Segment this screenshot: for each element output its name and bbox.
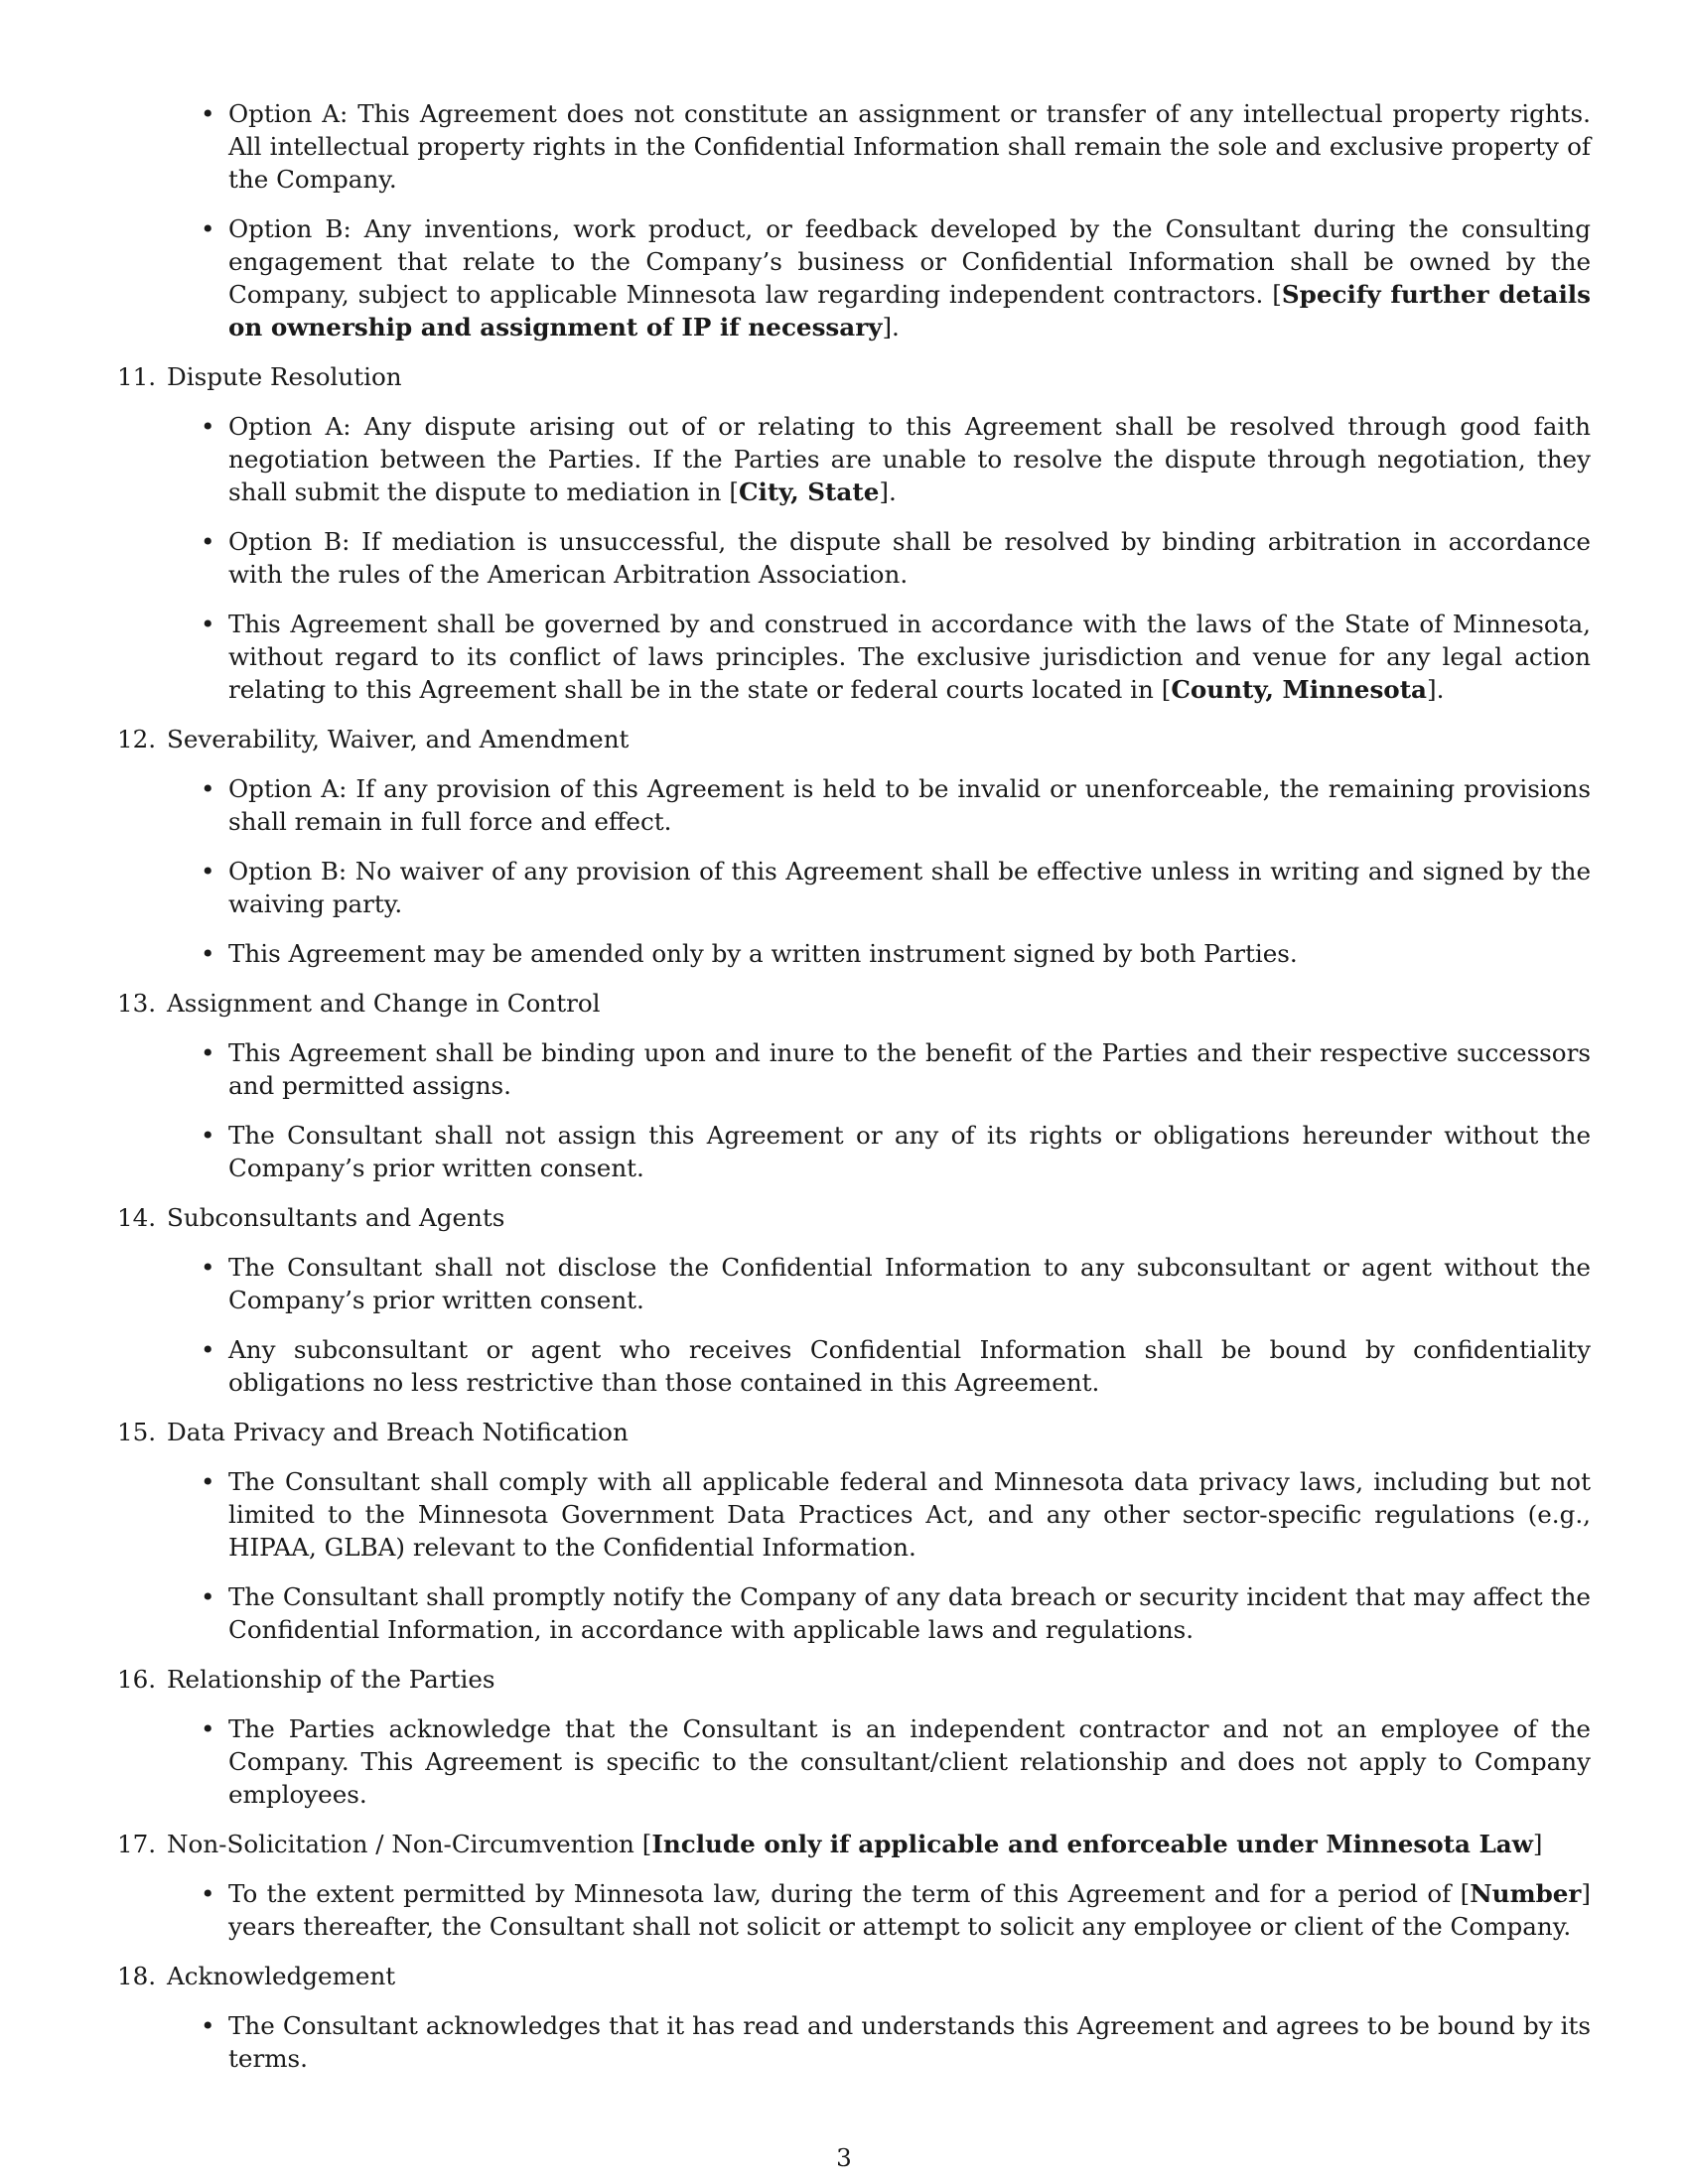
section-acknowledgement <box>117 1960 1591 2075</box>
page-number: 3 <box>836 2143 852 2172</box>
bracket-open: [ <box>1161 675 1172 704</box>
section-title: Assignment and Change in Control <box>167 989 601 1018</box>
section-number: 17. <box>117 1830 157 1858</box>
bullet-list <box>117 1036 1591 1184</box>
section-subconsultants <box>117 1201 1591 1399</box>
section-number: 11. <box>117 362 157 391</box>
list-item <box>228 1465 1591 1564</box>
placeholder-bold: Specify further details on ownership and assignment of IP if necessary <box>228 280 1591 341</box>
list-item <box>228 937 1591 970</box>
bullet-list <box>117 97 1591 343</box>
section-heading <box>117 1416 1591 1448</box>
section-assignment <box>117 987 1591 1184</box>
list-item-text: Option A: If any provision of this Agreement is held to be invalid or unenforceable, the remaining provisions shall remain in full force and effect. <box>228 774 1591 836</box>
list-item-text: The Parties acknowledge that the Consultant is an independent contractor and not an employee of the Company. This Agreement is specific to the consultant/client relationship and does not apply to Company employees. <box>228 1714 1591 1809</box>
section-title: Relationship of the Parties <box>167 1665 495 1694</box>
list-item-text: The Consultant shall not disclose the Confidential Information to any subconsultant or agent without the Company’s prior written consent. <box>228 1253 1591 1314</box>
list-item-text: Any subconsultant or agent who receives Confidential Information shall be bound by confidentiality obligations no less restrictive than those contained in this Agreement. <box>228 1335 1591 1397</box>
bracket-close: ]. <box>882 313 900 341</box>
section-heading <box>117 1663 1591 1696</box>
bracket-open: [ <box>1272 280 1282 309</box>
placeholder-bold: City, State <box>738 478 880 506</box>
section-number: 15. <box>117 1418 157 1446</box>
bullet-list <box>117 772 1591 970</box>
section-non-solicitation <box>117 1828 1591 1943</box>
bracket-close: ]. <box>1427 675 1445 704</box>
list-item-text: Option B: No waiver of any provision of this Agreement shall be effective unless in writing and signed by the waiving party. <box>228 857 1591 918</box>
section-title: Non-Solicitation / Non-Circumvention <box>167 1830 642 1858</box>
section-heading <box>117 723 1591 755</box>
section-number: 14. <box>117 1203 157 1232</box>
list-item <box>228 410 1591 508</box>
section-preamble <box>117 97 1591 343</box>
document-body <box>117 97 1591 2075</box>
list-item <box>228 1119 1591 1184</box>
section-title: Subconsultants and Agents <box>167 1203 505 1232</box>
list-item <box>228 97 1591 196</box>
list-item-text: This Agreement shall be binding upon and inure to the benefit of the Parties and their respective successors and permitted assigns. <box>228 1038 1591 1100</box>
bracket-open: [ <box>641 1830 652 1858</box>
list-item <box>228 1333 1591 1399</box>
section-heading <box>117 1828 1591 1860</box>
list-item <box>228 212 1591 343</box>
bracket-open: [ <box>1460 1879 1471 1908</box>
section-title: Acknowledgement <box>167 1962 396 1990</box>
bullet-list <box>117 410 1591 706</box>
section-number: 12. <box>117 725 157 753</box>
section-heading <box>117 1201 1591 1234</box>
list-item-text: Option B: If mediation is unsuccessful, the dispute shall be resolved by binding arbitration in accordance with the rules of the American Arbitration Association. <box>228 527 1591 589</box>
list-item-text: The Consultant shall promptly notify the Company of any data breach or security incident that may affect the Confidential Information, in accordance with applicable laws and regulations. <box>228 1582 1591 1644</box>
bracket-close: ]. <box>879 478 897 506</box>
section-heading <box>117 1960 1591 1992</box>
bracket-close: ] <box>1532 1830 1543 1858</box>
list-item <box>228 1712 1591 1811</box>
section-number: 16. <box>117 1665 157 1694</box>
list-item-text: years thereafter, the Consultant shall not solicit or attempt to solicit any employee or client of the Company. <box>228 1912 1572 1941</box>
section-title: Dispute Resolution <box>167 362 402 391</box>
list-item-text: Option A: This Agreement does not constitute an assignment or transfer of any intellectual property rights. All intellectual property rights in the Confidential Information shall remain the sole and exclusive property of the Company. <box>228 99 1591 194</box>
section-heading <box>117 987 1591 1020</box>
bracket-close: ] <box>1581 1879 1591 1908</box>
bullet-list <box>117 1877 1591 1943</box>
bullet-list <box>117 1465 1591 1646</box>
list-item-text: The Consultant shall comply with all applicable federal and Minnesota data privacy laws, including but not limited to the Minnesota Government Data Practices Act, and any other sector-specific regulations (e.g., HIPAA, GLBA) relevant to the Confidential Information. <box>228 1467 1591 1562</box>
bullet-list <box>117 1712 1591 1811</box>
list-item <box>228 2009 1591 2075</box>
list-item-text: To the extent permitted by Minnesota law, during the term of this Agreement and for a period of <box>228 1879 1461 1908</box>
list-item <box>228 1580 1591 1646</box>
section-data-privacy <box>117 1416 1591 1646</box>
section-title: Data Privacy and Breach Notification <box>167 1418 629 1446</box>
list-item <box>228 855 1591 920</box>
section-number: 18. <box>117 1962 157 1990</box>
bullet-list <box>117 1251 1591 1399</box>
list-item <box>228 1251 1591 1316</box>
list-item-text: Option B: Any inventions, work product, or feedback developed by the Consultant during the consulting engagement that relate to the Company’s business or Confidential Information shall be owned by the Company, subject to applicable Minnesota law regarding independent contractors. <box>228 214 1591 309</box>
list-item-text: The Consultant acknowledges that it has read and understands this Agreement and agrees to be bound by its terms. <box>228 2011 1591 2073</box>
section-relationship <box>117 1663 1591 1811</box>
list-item-text: This Agreement shall be governed by and construed in accordance with the laws of the State of Minnesota, without regard to its conflict of laws principles. The exclusive jurisdiction and venue for any legal action relating to this Agreement shall be in the state or federal courts located in <box>228 610 1591 704</box>
list-item-text: This Agreement may be amended only by a written instrument signed by both Parties. <box>228 939 1298 968</box>
list-item-text: The Consultant shall not assign this Agreement or any of its rights or obligations hereunder without the Company’s prior written consent. <box>228 1121 1591 1182</box>
section-heading <box>117 360 1591 393</box>
list-item <box>228 772 1591 838</box>
section-severability <box>117 723 1591 970</box>
list-item-text: Option A: Any dispute arising out of or relating to this Agreement shall be resolved through good faith negotiation between the Parties. If the Parties are unable to resolve the dispute through negotiation, they shall submit the dispute to mediation in <box>228 412 1591 506</box>
list-item <box>228 1877 1591 1943</box>
placeholder-bold: Include only if applicable and enforceable under Minnesota Law <box>651 1830 1533 1858</box>
section-title: Severability, Waiver, and Amendment <box>167 725 630 753</box>
list-item <box>228 1036 1591 1102</box>
placeholder-bold: Number <box>1470 1879 1582 1908</box>
list-item <box>228 608 1591 706</box>
placeholder-bold: County, Minnesota <box>1171 675 1427 704</box>
section-number: 13. <box>117 989 157 1018</box>
list-item <box>228 525 1591 591</box>
section-dispute-resolution <box>117 360 1591 706</box>
bullet-list <box>117 2009 1591 2075</box>
bracket-open: [ <box>729 478 739 506</box>
